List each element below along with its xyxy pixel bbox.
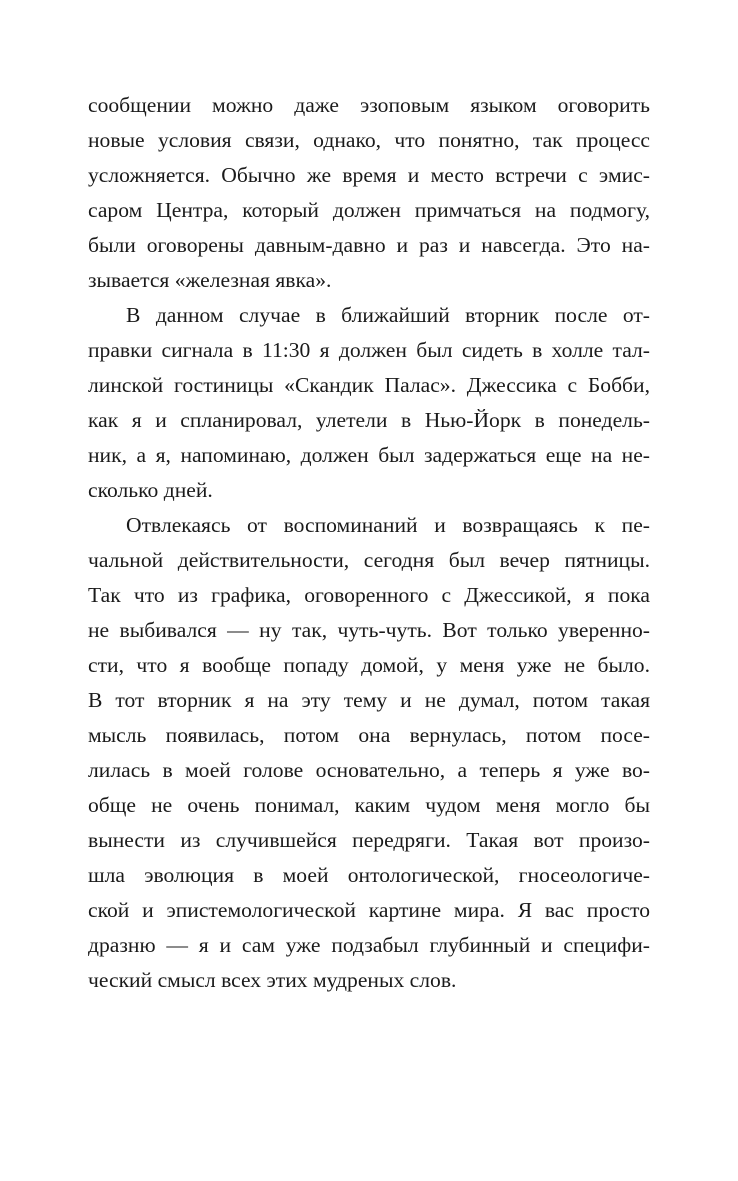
text-line: Так что из графика, оговоренного с Джессикой, я пока xyxy=(88,583,650,607)
text-line: вынести из случившейся передряги. Такая вот произо- xyxy=(88,828,650,852)
text-line: сообщении можно даже эзоповым языком оговорить xyxy=(88,93,650,117)
text-line: линской гостиницы «Скандик Палас». Джессика с Бобби, xyxy=(88,373,650,397)
text-line: В данном случае в ближайший вторник после от- xyxy=(126,303,650,327)
text-line: В тот вторник я на эту тему и не думал, потом такая xyxy=(88,688,650,712)
text-line: ник, а я, напоминаю, должен был задержаться еще на не- xyxy=(88,443,650,467)
text-line: зывается «железная явка». xyxy=(88,268,332,292)
text-line: Отвлекаясь от воспоминаний и возвращаясь к пе- xyxy=(126,513,650,537)
text-line: ческий смысл всех этих мудреных слов. xyxy=(88,968,457,992)
text-line: правки сигнала в 11:30 я должен был сидеть в холле тал- xyxy=(88,338,650,362)
text-line: саром Центра, который должен примчаться на подмогу, xyxy=(88,198,650,222)
text-line: сколько дней. xyxy=(88,478,213,502)
text-line: усложняется. Обычно же время и место встречи с эмис- xyxy=(88,163,650,187)
text-line: новые условия связи, однако, что понятно, так процесс xyxy=(88,128,650,152)
text-line: чальной действительности, сегодня был вечер пятницы. xyxy=(88,548,650,572)
text-line: сти, что я вообще попаду домой, у меня уже не было. xyxy=(88,653,650,677)
text-line: дразню — я и сам уже подзабыл глубинный и специфи- xyxy=(88,933,650,957)
text-line: как я и спланировал, улетели в Нью-Йорк в понедель- xyxy=(88,408,650,432)
text-line: ской и эпистемологической картине мира. Я вас просто xyxy=(88,898,650,922)
text-line: не выбивался — ну так, чуть-чуть. Вот только уверенно- xyxy=(88,618,650,642)
text-line: лилась в моей голове основательно, а теперь я уже во- xyxy=(88,758,650,782)
body-text xyxy=(88,88,650,998)
text-line: мысль появилась, потом она вернулась, потом посе- xyxy=(88,723,650,747)
text-line: обще не очень понимал, каким чудом меня могло бы xyxy=(88,793,650,817)
text-line: были оговорены давным-давно и раз и навсегда. Это на- xyxy=(88,233,650,257)
text-line: шла эволюция в моей онтологической, гносеологиче- xyxy=(88,863,650,887)
